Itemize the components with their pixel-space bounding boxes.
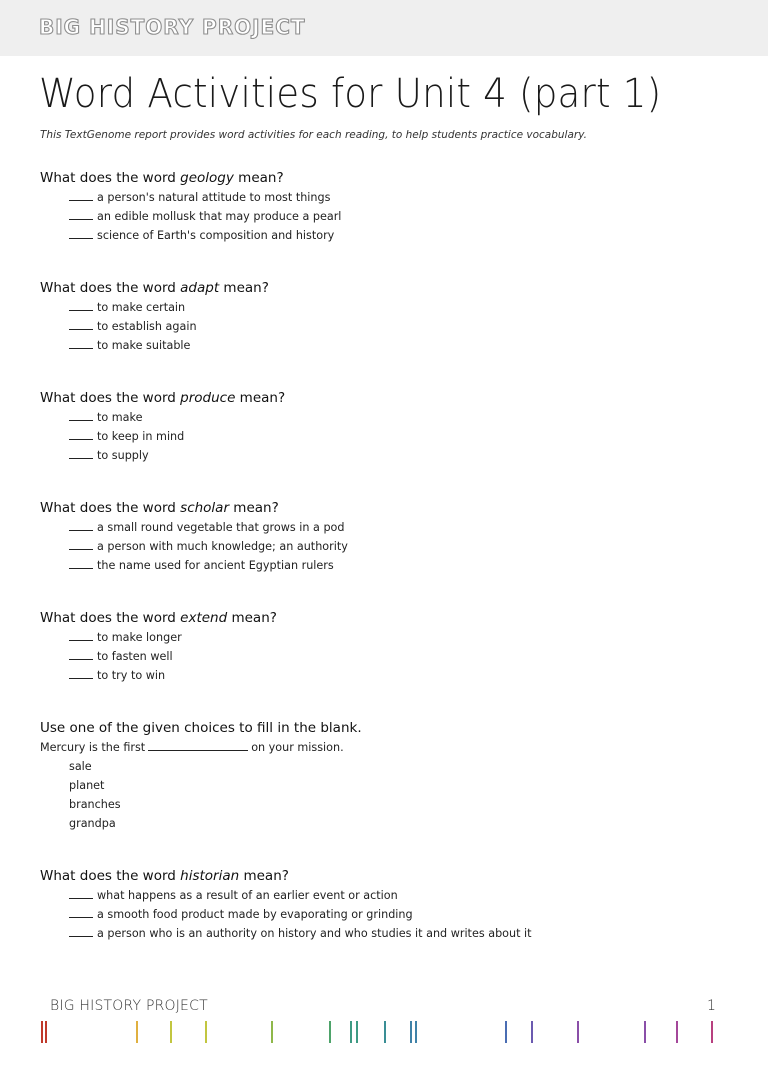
answer-blank xyxy=(69,210,93,220)
stripe xyxy=(329,1021,331,1043)
fill-in-sentence: Mercury is the first on your mission. xyxy=(40,741,344,754)
answer-option[interactable]: a person who is an authority on history and who studies it and writes about it xyxy=(69,924,740,943)
fill-in-blank[interactable] xyxy=(148,741,248,751)
stripe xyxy=(205,1021,207,1043)
question-word: historian xyxy=(180,868,240,884)
brand-logo: BIG HISTORY PROJECT xyxy=(39,15,306,39)
stripe xyxy=(45,1021,47,1043)
answer-option[interactable]: to make suitable xyxy=(69,336,740,355)
question-scholar xyxy=(40,498,740,575)
answer-blank xyxy=(69,559,93,569)
answer-blank xyxy=(69,521,93,531)
color-stripes xyxy=(0,1021,768,1045)
answer-option[interactable]: an edible mollusk that may produce a pearl xyxy=(69,207,740,226)
answer-blank xyxy=(69,449,93,459)
answer-option[interactable]: a small round vegetable that grows in a pod xyxy=(69,518,740,537)
question-word: scholar xyxy=(180,500,230,516)
answer-option[interactable]: to keep in mind xyxy=(69,427,740,446)
answer-blank xyxy=(69,430,93,440)
question-adapt xyxy=(40,278,740,355)
answer-option[interactable]: to make xyxy=(69,408,740,427)
stripe xyxy=(676,1021,678,1043)
page-title: Word Activities for Unit 4 (part 1) xyxy=(39,71,662,117)
answer-option[interactable]: the name used for ancient Egyptian rulers xyxy=(69,556,740,575)
answer-option[interactable]: to fasten well xyxy=(69,647,740,666)
answer-option[interactable]: to try to win xyxy=(69,666,740,685)
answer-option[interactable]: to make certain xyxy=(69,298,740,317)
answer-blank xyxy=(69,191,93,201)
question-heading: What does the word geology mean? xyxy=(40,170,284,186)
choice-item[interactable]: planet xyxy=(69,779,105,792)
stripe xyxy=(271,1021,273,1043)
answer-blank xyxy=(69,889,93,899)
page-subtitle: This TextGenome report provides word activities for each reading, to help students practice vocabulary. xyxy=(40,129,587,141)
page-number: 1 xyxy=(707,998,716,1014)
footer-brand: BIG HISTORY PROJECT xyxy=(50,998,208,1014)
answer-option[interactable]: to establish again xyxy=(69,317,740,336)
question-heading: Use one of the given choices to fill in the blank. xyxy=(40,720,362,736)
question-word: extend xyxy=(180,610,228,626)
question-heading: What does the word adapt mean? xyxy=(40,280,269,296)
choice-item[interactable]: branches xyxy=(69,798,121,811)
answer-blank xyxy=(69,320,93,330)
answer-blank xyxy=(69,339,93,349)
stripe xyxy=(350,1021,352,1043)
question-geology xyxy=(40,168,740,245)
stripe xyxy=(136,1021,138,1043)
answer-blank xyxy=(69,631,93,641)
question-word: geology xyxy=(180,170,234,186)
answer-blank xyxy=(69,908,93,918)
answer-blank xyxy=(69,229,93,239)
stripe xyxy=(711,1021,713,1043)
question-word: adapt xyxy=(180,280,220,296)
question-heading: What does the word extend mean? xyxy=(40,610,277,626)
answer-blank xyxy=(69,540,93,550)
answer-option[interactable]: to make longer xyxy=(69,628,740,647)
stripe xyxy=(644,1021,646,1043)
question-heading: What does the word produce mean? xyxy=(40,390,286,406)
answer-option[interactable]: a person's natural attitude to most things xyxy=(69,188,740,207)
answer-blank xyxy=(69,927,93,937)
answer-option[interactable]: a person with much knowledge; an authority xyxy=(69,537,740,556)
question-historian xyxy=(40,866,740,943)
answer-option[interactable]: to supply xyxy=(69,446,740,465)
question-extend xyxy=(40,608,740,685)
stripe xyxy=(170,1021,172,1043)
choice-item[interactable]: sale xyxy=(69,760,92,773)
stripe xyxy=(577,1021,579,1043)
stripe xyxy=(415,1021,417,1043)
stripe xyxy=(410,1021,412,1043)
choice-item[interactable]: grandpa xyxy=(69,817,116,830)
stripe xyxy=(531,1021,533,1043)
answer-option[interactable]: what happens as a result of an earlier event or action xyxy=(69,886,740,905)
answer-blank xyxy=(69,669,93,679)
stripe xyxy=(384,1021,386,1043)
stripe xyxy=(356,1021,358,1043)
answer-blank xyxy=(69,411,93,421)
question-word: produce xyxy=(180,390,236,406)
answer-option[interactable]: science of Earth's composition and history xyxy=(69,226,740,245)
question-heading: What does the word scholar mean? xyxy=(40,500,279,516)
question-heading: What does the word historian mean? xyxy=(40,868,289,884)
stripe xyxy=(505,1021,507,1043)
question-produce xyxy=(40,388,740,465)
answer-option[interactable]: a smooth food product made by evaporating or grinding xyxy=(69,905,740,924)
answer-blank xyxy=(69,301,93,311)
fill-in-blank-question xyxy=(40,718,740,833)
answer-blank xyxy=(69,650,93,660)
stripe xyxy=(41,1021,43,1043)
